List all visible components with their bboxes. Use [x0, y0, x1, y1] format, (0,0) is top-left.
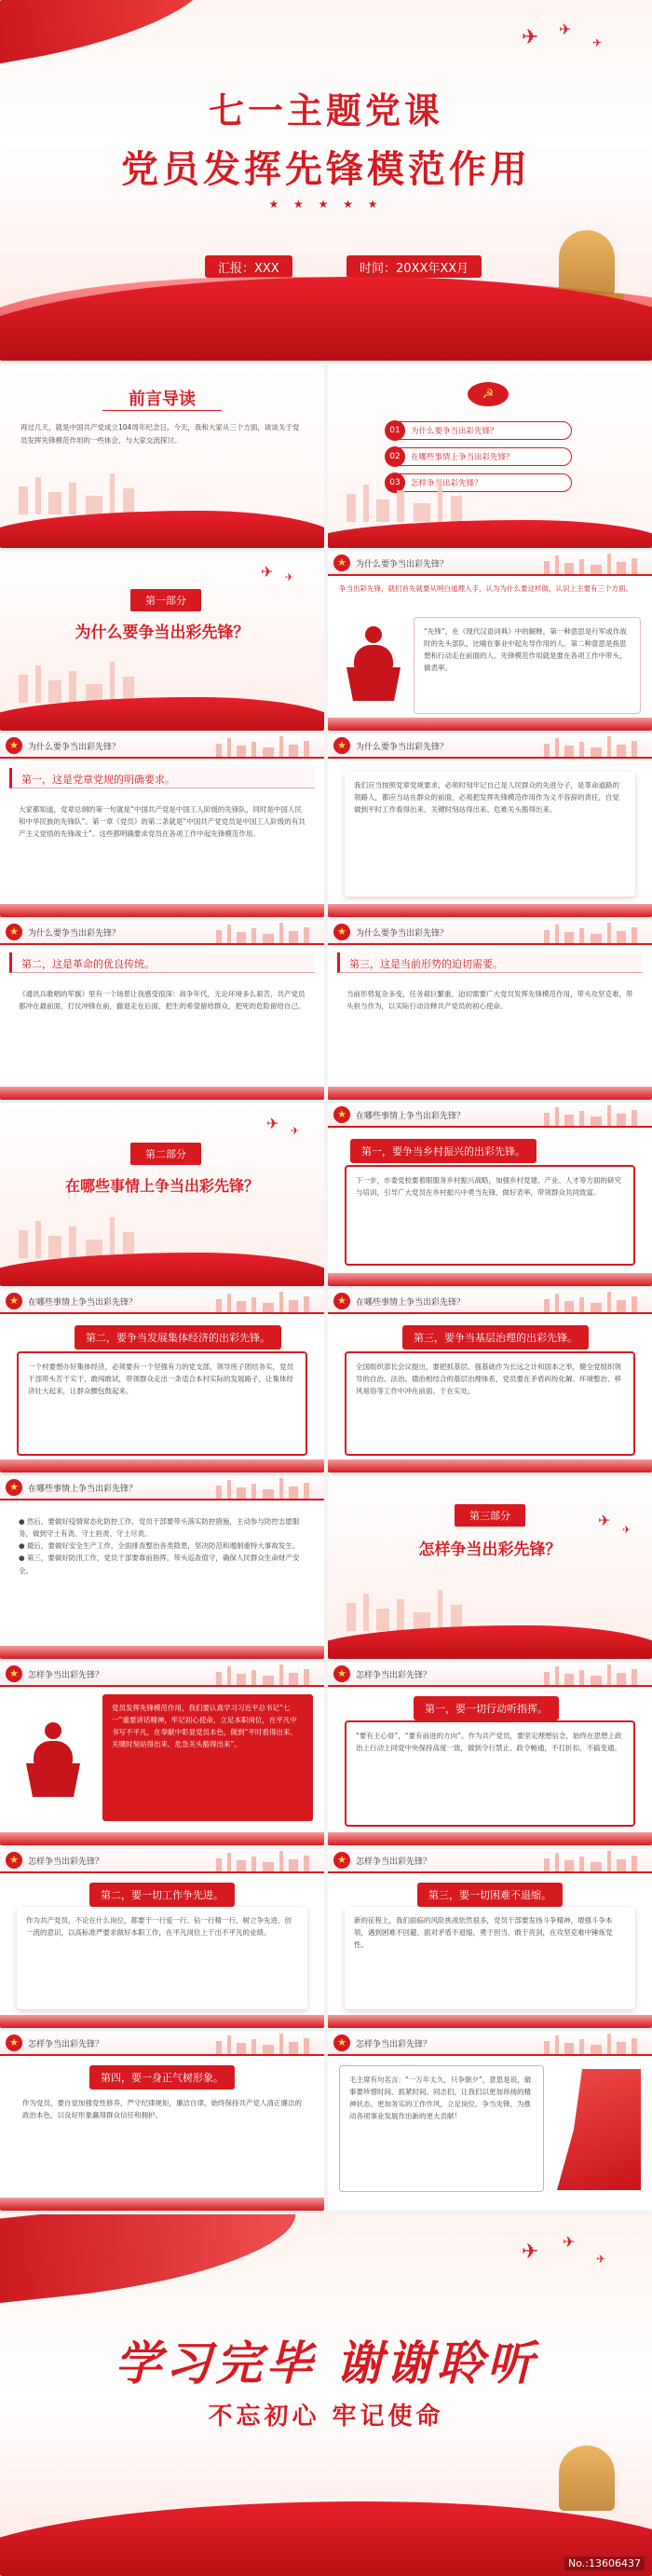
reporter-badge: 汇报：XXX [205, 255, 292, 278]
content-text: 作为党员，要自觉加强党性修养，严守纪律规矩，廉洁自律，始终保持共产党人清正廉洁的政治本色，以良好形象赢得群众信任和拥护。 [13, 2090, 311, 2194]
part1-slide [0, 552, 324, 731]
slide-header-title: 怎样争当出彩先锋？ [356, 2040, 432, 2049]
speaker-podium-icon [341, 626, 406, 701]
dove-icon: ✈ [596, 2253, 606, 2266]
slide-header-title: 为什么要争当出彩先锋？ [28, 929, 121, 939]
slide-header-title: 怎样争当出彩先锋？ [356, 1671, 432, 1680]
footer-strip [0, 1832, 324, 1845]
city-skyline [535, 736, 646, 757]
star-icon: ★ [6, 1479, 22, 1496]
content-box: 下一步，市委党校要着眼服务乡村振兴战略，加强乡村党建、产业、人才等方面的研究与培训，引导广大党员在乡村振兴中勇当先锋、做好表率，带领群众共同致富。 [345, 1165, 635, 1266]
footer-strip [328, 904, 652, 917]
slide-header [0, 2032, 324, 2056]
slide-header [0, 1663, 324, 1687]
part3-slide [328, 1476, 652, 1659]
content-text: 大家都知道，党章总纲的第一句就是“中国共产党是中国工人阶级的先锋队，同时是中国人民和中华民族的先锋队”。第一章《党员》的第二条就是“中国共产党党员是中国工人阶级的有共产主义觉悟的先锋战士”。这些都明确要求党员在各项工作中起先锋模范作用。 [9, 796, 315, 902]
city-skyline [535, 1105, 646, 1126]
closing-subtitle: 不忘初心 牢记使命 [208, 2403, 444, 2431]
slide-header-title: 在哪些事情上争当出彩先锋？ [356, 1298, 466, 1308]
point-banner: 第三，要争当基层治理的出彩先锋。 [402, 1325, 589, 1350]
star-icon: ★ [333, 1852, 350, 1869]
content-box: 作为共产党员，不论在什么岗位，都要干一行爱一行、钻一行精一行，树立争先进、创一流的意识，以高标准严要求做好本职工作，在平凡岗位上干出不平凡的业绩。 [17, 1907, 307, 2009]
city-skyline [207, 1851, 319, 1871]
red-ribbon-decoration [0, 0, 218, 67]
how-point4-slide [0, 2032, 324, 2211]
cover-slide [0, 0, 652, 361]
footer-strip [328, 1273, 652, 1286]
lion-statue-icon [559, 2446, 615, 2511]
star-icon: ★ [6, 1665, 22, 1682]
star-icon: ★ [6, 2035, 22, 2051]
part-tag: 第二部分 [130, 1143, 201, 1165]
star-icon: ★ [6, 737, 22, 754]
how-point1-slide [328, 1663, 652, 1845]
dove-icon: ✈ [266, 1115, 279, 1132]
dove-icon: ✈ [563, 2233, 576, 2251]
bullet-list: ● 然后，要做好疫情常态化防控工作，党员干部要带头落实防控措施，主动参与防控志愿服务，做到守土有责、守土担责、守土尽责。 ● 最后，要做好安全生产工作，全面排查整治各类隐患，坚决防范和遏制重特大事故发生。 ● 第三，要做好防汛工作，党员干部要靠前指挥，带头巡查值守，确保人民群众生命财产安全。 [9, 1508, 315, 1644]
dove-icon: ✈ [291, 1125, 300, 1137]
cover-title: 七一主题党课 [208, 89, 443, 131]
why-point2-slide [0, 921, 324, 1100]
how-point2-slide [0, 1849, 324, 2028]
star-icon: ★ [333, 1106, 350, 1123]
point-banner: 第二，要一切工作争先进。 [89, 1883, 235, 1907]
city-skyline [207, 1478, 319, 1499]
city-skyline [535, 1665, 646, 1685]
star-row-icon: ★ ★ ★ ★ ★ [268, 198, 384, 211]
toc-item-1[interactable] [386, 421, 572, 440]
slide-header-title: 怎样争当出彩先锋？ [28, 2040, 104, 2049]
part-tag: 第三部分 [455, 1504, 525, 1527]
content-box: 一个村要想办好集体经济，必须要有一个坚强有力的党支部，领导班子团结务实，党员干部带头苦干实干，敢闯敢试，带领群众走出一条适合本村实际的发展路子，让集体经济壮大起来，让群众腰包鼓起来。 [17, 1351, 307, 1456]
content-box: 党员发挥先锋模范作用，我们要认真学习习近平总书记“七一”重要讲话精神，牢记初心使命，立足本职岗位，在平凡中书写不平凡，在奉献中彰显党员本色，做到“平时看得出来、关键时刻站得出来、危急关头豁得出来”。 [102, 1694, 313, 1821]
toc-number: 02 [385, 446, 405, 467]
preface-slide [0, 365, 324, 548]
point-banner: 第四，要一身正气树形象。 [89, 2065, 235, 2090]
toc-label: 为什么要争当出彩先锋？ [411, 427, 498, 436]
city-skyline [207, 923, 319, 943]
slide-header-title: 怎样争当出彩先锋？ [28, 1671, 104, 1680]
red-ribbon-decoration [0, 2214, 302, 2307]
star-icon: ★ [6, 1852, 22, 1869]
star-icon: ★ [333, 1665, 350, 1682]
city-skyline [207, 1292, 319, 1312]
city-skyline [207, 2034, 319, 2054]
star-icon: ★ [333, 1293, 350, 1309]
footer-strip [328, 1459, 652, 1473]
why-point3-slide [328, 921, 652, 1100]
slide-header-title: 怎样争当出彩先锋？ [356, 1857, 432, 1867]
city-skyline [535, 1851, 646, 1871]
slide-header [328, 734, 652, 759]
part-title: 在哪些事情上争当出彩先锋？ [64, 1177, 259, 1195]
slide-header-title: 在哪些事情上争当出彩先锋？ [28, 1485, 138, 1494]
how-intro-slide [0, 1663, 324, 1845]
slide-header [328, 1290, 652, 1314]
content-text: 《通讯兵歌唱的军旗》里有一个场景让我感受很深：战争年代，无论环境多么艰苦，共产党员都冲在最前面，打仗冲锋在前，撤退走在后面，把生的希望留给群众，把死的危险留给自己。 [9, 980, 315, 1085]
where-list-slide [0, 1476, 324, 1659]
footer-strip [0, 1087, 324, 1100]
star-icon: ★ [333, 924, 350, 940]
footer-strip [0, 1646, 324, 1659]
star-icon: ★ [6, 924, 22, 940]
slide-header [328, 1849, 652, 1873]
why-point1-slide [0, 734, 324, 917]
content-box: “先锋”，在《现代汉语词典》中的解释，第一种意思是行军或作战时的先头部队，比喻在事业中起先导作用的人。第二种意思是指思想和行动走在前面的人。先锋模范作用就是要在各项工作中带头，做表率。 [414, 617, 641, 714]
speaker-podium-icon [20, 1722, 86, 1797]
dove-icon: ✈ [622, 1524, 632, 1536]
how-point3-slide [328, 1849, 652, 2028]
footer-strip [0, 2198, 324, 2211]
slide-header [0, 921, 324, 945]
dove-icon: ✈ [592, 36, 603, 49]
lion-statue-icon [559, 230, 615, 295]
toc-slide [328, 365, 652, 548]
point-banner: 第二，要争当发展集体经济的出彩先锋。 [75, 1325, 281, 1350]
city-skyline [328, 481, 652, 522]
dove-icon: ✈ [285, 571, 294, 583]
content-text: 当前形势复杂多变，任务艰巨繁重，迫切需要广大党员发挥先锋模范作用，带头攻坚克难，带头担当作为，以实际行动诠释共产党员的初心使命。 [337, 980, 643, 1085]
dove-icon: ✈ [598, 1512, 611, 1529]
red-wave-decoration [0, 511, 324, 548]
title-underline [102, 410, 222, 411]
star-icon: ★ [6, 1293, 22, 1309]
slide-header-title: 怎样争当出彩先锋？ [28, 1857, 104, 1867]
slide-header-title: 在哪些事情上争当出彩先锋？ [28, 1298, 138, 1308]
slide-header-title: 为什么要争当出彩先锋？ [356, 560, 449, 569]
dove-icon: ✈ [522, 26, 539, 49]
city-skyline [535, 2034, 646, 2054]
red-wave-decoration [328, 520, 652, 548]
flag-figure-icon [557, 2069, 641, 2190]
slide-header [328, 552, 652, 576]
time-badge: 时间：20XX年XX月 [346, 255, 482, 278]
dove-icon: ✈ [261, 563, 274, 581]
footer-strip [328, 718, 652, 731]
slide-header-title: 为什么要争当出彩先锋？ [356, 929, 449, 939]
point-banner: 第一，要一切行动听指挥。 [414, 1696, 559, 1720]
point-heading: 第二，这是革命的优良传统。 [9, 952, 315, 973]
red-wave-decoration [0, 2501, 652, 2576]
content-box: “要有主心骨”，“要有前进的方向”。作为共产党员，要坚定理想信念，始终在思想上政治上行动上同党中央保持高度一致，做到令行禁止、政令畅通，不打折扣、不搞变通。 [345, 1720, 635, 1827]
slide-header [328, 1663, 652, 1687]
part2-slide [0, 1103, 324, 1286]
watermark-id: No.:13606437 [564, 2556, 645, 2570]
why-point1-cont-slide [328, 734, 652, 917]
intro-text: 争当出彩先锋，就们首先就要从明白道理入手，认为为什么要这样做，认识上主要有三个方面。 [339, 584, 632, 593]
cover-subtitle: 党员发挥先锋模范作用 [121, 147, 531, 191]
content-box: 新的征程上，我们面临的风险挑战依然很多，党员干部要发扬斗争精神，增强斗争本领，遇到困难不回避、面对矛盾不退缩，勇于担当、敢于亮剑，在攻坚克难中锤炼党性。 [345, 1907, 635, 2009]
footer-strip [0, 1459, 324, 1473]
footer-strip [328, 1832, 652, 1845]
point-banner: 第一，要争当乡村振兴的出彩先锋。 [350, 1139, 537, 1163]
part-title: 为什么要争当出彩先锋？ [75, 623, 250, 642]
footer-strip [0, 904, 324, 917]
star-icon: ★ [333, 737, 350, 754]
slide-header [328, 921, 652, 945]
point-heading: 第三，这是当前形势的迫切需要。 [337, 952, 643, 973]
why-intro-slide [328, 552, 652, 731]
toc-item-2[interactable] [386, 447, 572, 466]
slide-header [328, 1103, 652, 1128]
preface-text: 再过几天，就是中国共产党成立104周年纪念日。今天，我和大家从三个方面，谈谈关于党员发挥先锋模范作用的一些体会，与大家交流探讨。 [20, 423, 300, 445]
slide-header [0, 1476, 324, 1500]
slide-header [0, 1849, 324, 1873]
preface-title: 前言导读 [129, 390, 196, 409]
city-skyline [535, 1292, 646, 1312]
content-box: 全国组织部长会议提出，要把抓基层、强基础作为长远之计和固本之举，健全党组织领导的自治、法治、德治相结合的基层治理体系，党员要在矛盾纠纷化解、环境整治、移风易俗等工作中冲在前面、干在实处。 [345, 1351, 635, 1456]
slide-header [328, 2032, 652, 2056]
where-point1-slide [328, 1103, 652, 1286]
point-heading: 第一，这是党章党规的明确要求。 [9, 768, 315, 788]
dove-icon: ✈ [522, 2240, 539, 2264]
footer-strip [328, 1087, 652, 1100]
star-icon: ★ [333, 2035, 350, 2051]
city-skyline [535, 554, 646, 574]
footer-strip [0, 2015, 324, 2028]
star-icon: ★ [333, 555, 350, 571]
city-skyline [207, 736, 319, 757]
slide-header [0, 734, 324, 759]
where-point2-slide [0, 1290, 324, 1473]
part-title: 怎样争当出彩先锋？ [418, 1541, 562, 1559]
content-box: 毛主席有句名言：“一万年太久，只争朝夕”，意思是说，做事要珍惜时间、抓紧时间。同志们，让我们以更加昂扬的精神状态、更加务实的工作作风，立足岗位、争当先锋，为推动各项事业发展作出新的更大贡献！ [339, 2065, 544, 2192]
city-skyline [207, 1665, 319, 1685]
slide-header [0, 1290, 324, 1314]
city-skyline [535, 923, 646, 943]
closing-slide [0, 2214, 652, 2576]
dove-icon: ✈ [559, 21, 572, 38]
point-banner: 第三，要一切困难不退缩。 [417, 1883, 563, 1907]
footer-strip [328, 2015, 652, 2028]
where-point3-slide [328, 1290, 652, 1473]
closing-title: 学习完毕 谢谢聆听 [115, 2336, 537, 2391]
toc-number: 01 [385, 420, 405, 441]
toc-label: 在哪些事情上争当出彩先锋？ [411, 453, 514, 462]
city-skyline [0, 473, 324, 514]
slide-header-title: 为什么要争当出彩先锋？ [356, 743, 449, 752]
slide-header-title: 为什么要争当出彩先锋？ [28, 743, 121, 752]
slide-header-title: 在哪些事情上争当出彩先锋？ [356, 1112, 466, 1121]
content-box: 我们应当按照党章党规要求，必须时刻牢记自己是人民群众的先进分子，是革命道路的领路人，都应当站在群众的前面，必须把发挥先锋模范作用作为义不容辞的责任，自觉做到平时工作看得出来、关键时刻站得出来、危难关头豁得出来。 [345, 772, 635, 897]
party-emblem-icon: ☭ [468, 382, 509, 406]
how-closing-slide [328, 2032, 652, 2211]
part-tag: 第一部分 [130, 589, 201, 611]
